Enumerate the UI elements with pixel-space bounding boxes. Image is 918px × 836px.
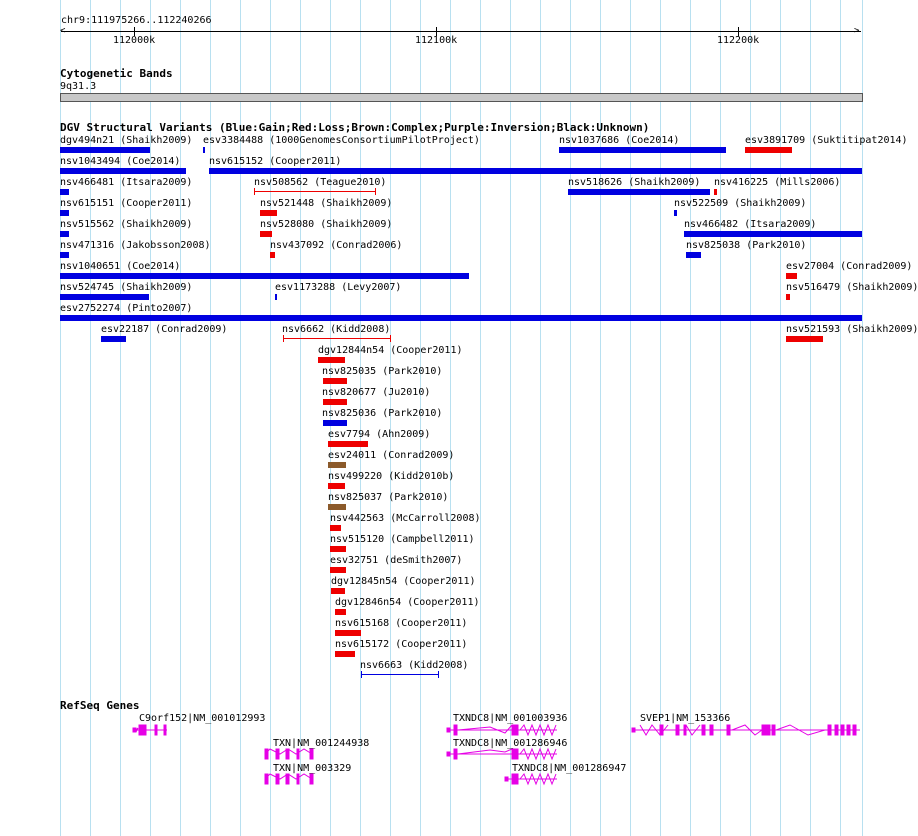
gene-label: TXNDC8|NM_001003936 [453,713,568,724]
variant-label: nsv442563 (McCarroll2008) [330,513,481,524]
variant-label: dgv494n21 (Shaikh2009) [60,135,193,146]
variant-label: nsv515120 (Campbell2011) [330,534,475,545]
ruler-position: chr9:111975266..112240266 [61,15,212,26]
variant-label: nsv516479 (Shaikh2009) [786,282,918,293]
variant-label: nsv6662 (Kidd2008) [282,324,391,335]
variant-label: nsv521593 (Shaikh2009) [786,324,918,335]
variant-label: nsv1040651 (Coe2014) [60,261,181,272]
variant-label: nsv471316 (Jakobsson2008) [60,240,211,251]
variant-label: nsv825038 (Park2010) [686,240,807,251]
variant-label: esv24011 (Conrad2009) [328,450,455,461]
cytoband-label: 9q31.3 [60,81,97,92]
gene-label: SVEP1|NM_153366 [640,713,731,724]
ruler-left-arrow: < [60,26,66,36]
variant-label: esv3384488 (1000GenomesConsortiumPilotProject) [203,135,480,146]
variant-label: esv2752274 (Pinto2007) [60,303,193,314]
refseq-title: RefSeq Genes [60,699,140,712]
variant-label: esv1173288 (Levy2007) [275,282,402,293]
variant-label: esv22187 (Conrad2009) [101,324,228,335]
gene-model-txndc8-2[interactable] [447,749,557,759]
gene-model-txn-2[interactable] [265,774,313,784]
variant-label: nsv1037686 (Coe2014) [559,135,680,146]
variant-label: esv7794 (Ahn2009) [328,429,431,440]
variant-label: nsv1043494 (Coe2014) [60,156,181,167]
gene-model-txndc8-1[interactable] [447,725,557,735]
variant-label: nsv515562 (Shaikh2009) [60,219,193,230]
variant-label: dgv12845n54 (Cooper2011) [331,576,476,587]
variant-label: esv32751 (deSmith2007) [330,555,463,566]
variant-label: dgv12844n54 (Cooper2011) [318,345,463,356]
variant-label: dgv12846n54 (Cooper2011) [335,597,480,608]
variant-label: nsv615151 (Cooper2011) [60,198,193,209]
variant-label: nsv825037 (Park2010) [328,492,449,503]
variant-label: nsv524745 (Shaikh2009) [60,282,193,293]
gene-label: TXN|NM_001244938 [273,738,370,749]
cytoband-title: Cytogenetic Bands [60,67,173,80]
variant-label: nsv615168 (Cooper2011) [335,618,468,629]
variant-label: nsv508562 (Teague2010) [254,177,387,188]
variant-label: nsv615152 (Cooper2011) [209,156,342,167]
gene-label: TXNDC8|NM_001286947 [512,763,627,774]
gene-label: C9orf152|NM_001012993 [139,713,266,724]
variant-label: nsv437092 (Conrad2006) [270,240,403,251]
gene-model-txn-1[interactable] [265,749,313,759]
variant-label: esv27004 (Conrad2009) [786,261,913,272]
variant-label: nsv825035 (Park2010) [322,366,443,377]
variant-label: nsv6663 (Kidd2008) [360,660,469,671]
variant-label: nsv528080 (Shaikh2009) [260,219,393,230]
dgv-title: DGV Structural Variants (Blue:Gain;Red:Loss;Brown:Complex;Purple:Inversion;Black:Unknown) [60,121,650,134]
variant-label: nsv825036 (Park2010) [322,408,443,419]
variant-label: nsv466481 (Itsara2009) [60,177,193,188]
variant-label: nsv522509 (Shaikh2009) [674,198,807,209]
variant-label: nsv466482 (Itsara2009) [684,219,817,230]
gene-model-txndc8-3[interactable] [505,774,557,784]
variant-label: nsv416225 (Mills2006) [714,177,841,188]
variant-label: nsv820677 (Ju2010) [322,387,431,398]
variant-label: nsv518626 (Shaikh2009) [568,177,701,188]
ruler-tick-label: 112100k [415,35,458,46]
variant-label: nsv615172 (Cooper2011) [335,639,468,650]
gene-label: TXNDC8|NM_001286946 [453,738,568,749]
variant-label: nsv521448 (Shaikh2009) [260,198,393,209]
gene-model-c9orf152[interactable] [133,725,167,735]
gene-model-svep1[interactable] [632,725,860,735]
variant-label: esv3891709 (Suktitipat2014) [745,135,908,146]
variant-label: nsv499220 (Kidd2010b) [328,471,455,482]
ruler-tick-label: 112200k [717,35,760,46]
ruler-right-arrow: > [854,26,860,36]
ruler-tick-label: 112000k [113,35,156,46]
gene-label: TXN|NM_003329 [273,763,352,774]
